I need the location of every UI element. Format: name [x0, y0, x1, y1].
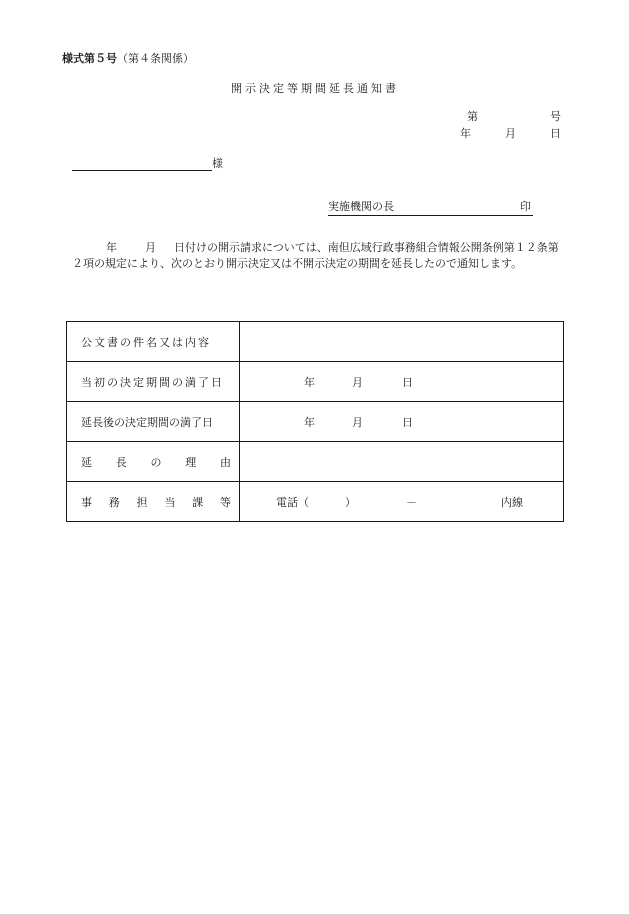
reason-char: の	[150, 455, 162, 469]
contact-char: 等	[219, 495, 231, 509]
body-year: 年	[106, 241, 117, 254]
table-row	[67, 322, 564, 362]
form-number-main: 様式第５号	[62, 52, 117, 65]
form-number-ref: （第４条関係）	[117, 52, 194, 65]
extended-year: 年	[304, 415, 315, 429]
contact-char: 課	[192, 495, 204, 509]
table-row	[67, 402, 564, 442]
extended-month: 月	[352, 415, 363, 429]
contact-value	[240, 482, 564, 522]
reason-char: 長	[115, 455, 127, 469]
contact-section-label	[67, 482, 240, 522]
seal-mark: 印	[520, 200, 531, 213]
addressee	[72, 155, 223, 171]
extended-day: 日	[402, 415, 413, 429]
doc-day: 日	[550, 127, 561, 140]
doc-month: 月	[505, 127, 516, 140]
reason-value	[240, 442, 564, 482]
original-month: 月	[352, 375, 363, 389]
contact-char: 務	[108, 495, 120, 509]
addressee-suffix: 様	[212, 157, 223, 170]
contact-char: 事	[81, 495, 92, 509]
body-paragraph	[72, 240, 568, 272]
form-number	[62, 50, 194, 66]
document-date-row	[460, 125, 561, 142]
original-deadline-value	[240, 362, 564, 402]
subject-label: 公文書の件名又は内容	[67, 322, 240, 362]
extended-deadline-value	[240, 402, 564, 442]
sender-label: 実施機関の長	[328, 200, 394, 213]
document-number-row	[460, 108, 561, 125]
phone-label: 電話（	[276, 495, 309, 509]
contact-char: 担	[136, 495, 148, 509]
table-row	[67, 362, 564, 402]
body-text: 日付けの開示請求については、南但広域行政事務組合情報公開条例第１２条第２項の規定により、次のとおり開示決定又は不開示決定の期間を延長したので通知します。	[72, 241, 559, 270]
details-table	[66, 321, 564, 522]
document-title: 開示決定等期間延長通知書	[231, 82, 399, 95]
document-number-block	[460, 108, 561, 142]
original-year: 年	[304, 375, 315, 389]
original-day: 日	[402, 375, 413, 389]
reason-char: 由	[220, 455, 231, 469]
extended-deadline-label: 延長後の決定期間の満了日	[67, 402, 240, 442]
phone-extension-label: 内線	[501, 495, 523, 509]
phone-close: ）	[345, 495, 356, 509]
table-row	[67, 442, 564, 482]
body-month: 月	[145, 241, 156, 254]
reason-char: 理	[185, 455, 197, 469]
contact-char: 当	[164, 495, 176, 509]
doc-year: 年	[460, 127, 471, 140]
subject-value	[240, 322, 564, 362]
addressee-blank-line	[72, 156, 212, 171]
table-row	[67, 482, 564, 522]
phone-dash: －	[406, 495, 417, 509]
original-deadline-label: 当初の決定期間の満了日	[67, 362, 240, 402]
reason-char: 延	[81, 455, 92, 469]
sender	[328, 198, 533, 216]
doc-no-suffix: 号	[550, 110, 561, 123]
doc-no-prefix: 第	[467, 110, 478, 123]
reason-label	[67, 442, 240, 482]
